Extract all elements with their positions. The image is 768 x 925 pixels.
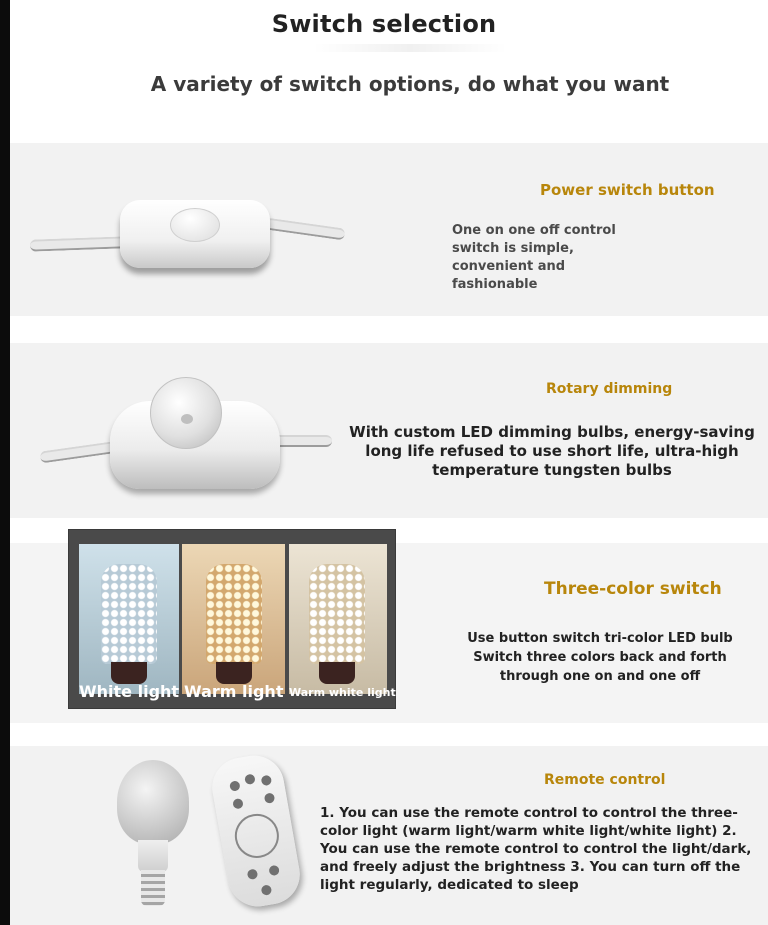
remote-button bbox=[229, 780, 241, 792]
corn-bulb-icon bbox=[206, 564, 262, 664]
section-heading: Rotary dimming bbox=[546, 381, 673, 397]
cord-left bbox=[30, 236, 125, 251]
power-switch-section bbox=[10, 143, 768, 316]
color-label-white: White light bbox=[79, 682, 180, 701]
rocker-button-icon bbox=[170, 208, 220, 242]
three-color-section bbox=[10, 543, 768, 723]
inline-switch-image bbox=[120, 200, 270, 268]
title-underline bbox=[312, 44, 508, 52]
remote-button bbox=[261, 775, 273, 787]
page-title: Switch selection bbox=[271, 10, 497, 38]
section-heading: Three-color switch bbox=[544, 579, 722, 599]
section-heading: Remote control bbox=[544, 772, 666, 788]
remote-button bbox=[232, 798, 244, 810]
cord-right bbox=[272, 435, 332, 447]
section-heading: Power switch button bbox=[540, 181, 715, 199]
dimmer-knob-icon bbox=[150, 377, 222, 449]
remote-control-icon bbox=[208, 751, 305, 911]
section-description: One on one off control switch is simple, convenient and fashionable bbox=[452, 223, 616, 292]
warm-light-swatch bbox=[182, 544, 285, 694]
bulb-base bbox=[111, 662, 147, 684]
color-label-warm: Warm light bbox=[184, 682, 284, 701]
remote-power-icon bbox=[261, 884, 273, 896]
section-description: With custom LED dimming bulbs, energy-saving long life refused to use short life, ultra-high temperature tungsten bulbs bbox=[349, 423, 755, 479]
remote-button bbox=[264, 792, 276, 804]
corn-bulb-icon bbox=[309, 564, 365, 664]
bulb-base bbox=[319, 662, 355, 684]
knob-indicator bbox=[181, 414, 193, 424]
white-light-swatch bbox=[79, 544, 179, 694]
bulb-neck bbox=[138, 840, 168, 872]
left-edge-bar bbox=[0, 0, 10, 925]
bulb-base bbox=[216, 662, 252, 684]
section-description: 1. You can use the remote control to control the three-color light (warm light/warm white light/white light) 2. You can use the remote control to control the light/dark, and freely adjust the brightness 3. You can turn off the light regularly, dedicated to sleep bbox=[320, 805, 752, 893]
cord-right bbox=[265, 217, 346, 240]
led-bulb-icon bbox=[117, 760, 189, 844]
color-label-warm-white: Warm white light bbox=[289, 686, 396, 699]
remote-dial-icon bbox=[231, 810, 282, 861]
remote-control-section bbox=[10, 746, 768, 925]
warm-white-light-swatch bbox=[289, 544, 387, 694]
remote-button bbox=[247, 868, 259, 880]
section-description: Use button switch tri-color LED bulb Switch three colors back and forth through one on and one off bbox=[467, 631, 733, 684]
remote-button bbox=[268, 865, 280, 877]
page-subtitle: A variety of switch options, do what you want bbox=[150, 72, 670, 96]
cord-left bbox=[40, 440, 121, 463]
remote-button bbox=[244, 773, 256, 785]
bulb-screw-base bbox=[141, 870, 165, 906]
rotary-dimming-section bbox=[10, 343, 768, 518]
corn-bulb-icon bbox=[101, 564, 157, 664]
three-color-photo bbox=[68, 529, 396, 709]
